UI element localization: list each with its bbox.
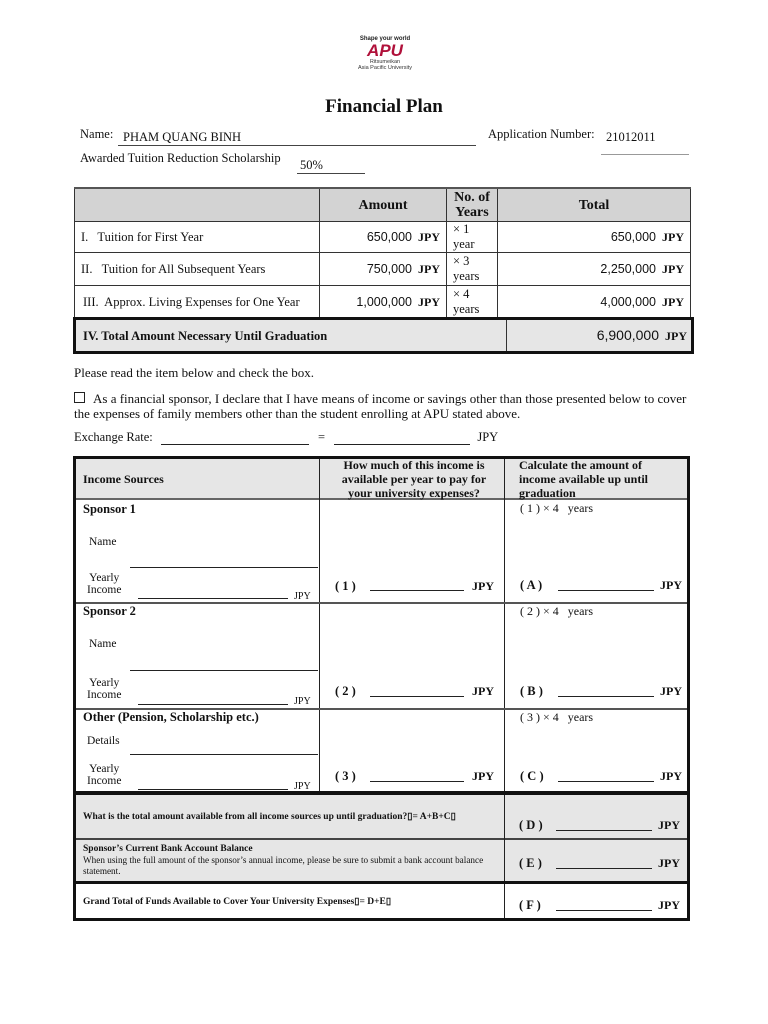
currency-label: JPY xyxy=(662,261,684,276)
result-c-field[interactable] xyxy=(558,781,654,782)
col-header-amount: Amount xyxy=(320,188,447,222)
calc-1: ( 1 ) × 4 years xyxy=(520,501,594,515)
sponsor-1-name-label: Name xyxy=(89,536,117,548)
divider xyxy=(504,795,505,881)
grand-total-label: IV. Total Amount Necessary Until Graduation xyxy=(83,329,328,343)
result-e: ( E ) xyxy=(519,856,542,870)
sponsor-1-title: Sponsor 1 xyxy=(83,502,136,516)
cost-row-amount: 650,000 xyxy=(366,229,412,244)
result-b: ( B ) xyxy=(520,684,543,698)
currency-label: JPY xyxy=(472,684,494,698)
grand-total-row xyxy=(73,317,694,354)
equals-sign: = xyxy=(318,430,326,444)
currency-label: JPY xyxy=(658,898,680,912)
currency-label: JPY xyxy=(418,229,440,244)
cost-row-amount: 750,000 xyxy=(366,261,412,276)
header-income-sources: Income Sources xyxy=(83,472,164,486)
currency-label: JPY xyxy=(472,579,494,593)
other-income-field[interactable] xyxy=(138,789,288,790)
result-a: ( A ) xyxy=(520,578,543,592)
declaration-block xyxy=(74,391,699,421)
name-label: Name: xyxy=(80,127,114,141)
grand-f-label: Grand Total of Funds Available to Cover Your University Expenses▯= D+E▯ xyxy=(83,897,392,907)
scholarship-label: Awarded Tuition Reduction Scholarship xyxy=(80,151,281,165)
page-title: Financial Plan xyxy=(325,96,443,117)
apu-logo xyxy=(330,36,440,71)
cost-row-amount: 1,000,000 xyxy=(356,294,412,309)
cost-row xyxy=(75,253,691,286)
cost-row-total: 650,000 xyxy=(610,229,656,244)
currency-label: JPY xyxy=(294,781,311,792)
sponsor-2-name-label: Name xyxy=(89,638,117,650)
declaration-checkbox[interactable] xyxy=(74,392,85,403)
bank-e-title: Sponsor’s Current Bank Account Balance xyxy=(83,844,253,854)
application-number-underline xyxy=(601,154,689,155)
cost-row xyxy=(75,286,691,319)
other-details-label: Details xyxy=(87,735,120,747)
exchange-rate-field-2[interactable] xyxy=(334,431,470,445)
col-header-years: No. of Years xyxy=(447,188,498,222)
currency-label: JPY xyxy=(660,578,682,592)
currency-label: JPY xyxy=(294,591,311,602)
cost-row-years: × 1 year xyxy=(447,222,498,253)
header-until-graduation: Calculate the amount of income available up until graduation xyxy=(519,458,649,500)
result-f: ( F ) xyxy=(519,898,541,912)
code-1: ( 1 ) xyxy=(335,579,356,593)
income-frame xyxy=(73,456,690,794)
divider xyxy=(319,459,320,791)
divider xyxy=(504,459,505,791)
other-income-label: Yearly Income xyxy=(87,763,122,787)
other-title: Other (Pension, Scholarship etc.) xyxy=(83,710,259,724)
total-d-label: What is the total amount available from all income sources up until graduation?▯= A+B+C▯ xyxy=(83,812,456,822)
sponsor-2-income-label: Yearly Income xyxy=(87,677,122,701)
result-d-field[interactable] xyxy=(556,830,652,831)
result-c: ( C ) xyxy=(520,769,544,783)
code-3: ( 3 ) xyxy=(335,769,356,783)
currency-label: JPY xyxy=(662,229,684,244)
divider xyxy=(506,320,507,351)
exchange-rate-field-1[interactable] xyxy=(161,431,309,445)
sponsor-1-name-field[interactable] xyxy=(130,567,318,568)
income-table xyxy=(73,456,690,921)
cost-row-label: III. Approx. Living Expenses for One Year xyxy=(75,286,320,319)
cost-row-label: I. Tuition for First Year xyxy=(75,222,320,253)
per-year-field-3[interactable] xyxy=(370,781,464,782)
exchange-rate-row xyxy=(74,430,498,445)
currency-label: JPY xyxy=(660,684,682,698)
divider xyxy=(76,838,687,840)
calc-2: ( 2 ) × 4 years xyxy=(520,604,594,618)
divider xyxy=(76,602,687,604)
divider xyxy=(504,884,505,918)
sponsor-2-title: Sponsor 2 xyxy=(83,604,136,618)
cost-row-total: 2,250,000 xyxy=(600,261,656,276)
calc-3: ( 3 ) × 4 years xyxy=(520,710,594,724)
per-year-field-1[interactable] xyxy=(370,590,464,591)
logo-sub2: Asia Pacific University xyxy=(357,65,413,71)
instructions-text: Please read the item below and check the box. xyxy=(74,365,315,380)
col-header-item xyxy=(75,188,320,222)
code-2: ( 2 ) xyxy=(335,684,356,698)
cost-table xyxy=(74,187,691,319)
logo-tagline: Shape your world xyxy=(359,36,411,42)
currency-label: JPY xyxy=(472,769,494,783)
result-b-field[interactable] xyxy=(558,696,654,697)
grand-total-value: 6,900,000 xyxy=(596,327,659,343)
scholarship-field[interactable]: 50% xyxy=(297,158,365,174)
result-f-field[interactable] xyxy=(556,910,652,911)
currency-label: JPY xyxy=(662,294,684,309)
per-year-field-2[interactable] xyxy=(370,696,464,697)
sponsor-2-income-field[interactable] xyxy=(138,704,288,705)
result-e-field[interactable] xyxy=(556,868,652,869)
currency-label: JPY xyxy=(418,294,440,309)
cost-row-years: × 3 years xyxy=(447,253,498,286)
sponsor-2-name-field[interactable] xyxy=(130,670,318,671)
result-d: ( D ) xyxy=(519,818,543,832)
cost-row-years: × 4 years xyxy=(447,286,498,319)
currency-label: JPY xyxy=(418,261,440,276)
declaration-text: As a financial sponsor, I declare that I have means of income or savings other than those presented below to cover the expenses of family members other than the student enrolling at APU stated above. xyxy=(74,391,687,421)
cost-row-total: 4,000,000 xyxy=(600,294,656,309)
result-a-field[interactable] xyxy=(558,590,654,591)
cost-row xyxy=(75,222,691,253)
bank-e-note: When using the full amount of the sponsor’s annual income, please be sure to submit a bank account balance statement. xyxy=(83,855,484,876)
header-per-year: How much of this income is available per year to pay for your university expenses? xyxy=(341,458,487,500)
sponsor-1-income-label: Yearly Income xyxy=(87,572,122,596)
col-header-total: Total xyxy=(498,188,691,222)
logo-sub1: Ritsumeikan xyxy=(369,59,401,65)
name-field[interactable]: PHAM QUANG BINH xyxy=(118,130,476,146)
currency-label: JPY xyxy=(658,818,680,832)
cost-row-label: II. Tuition for All Subsequent Years xyxy=(75,253,320,286)
sponsor-1-income-field[interactable] xyxy=(138,598,288,599)
logo-brand: APU xyxy=(367,41,403,60)
exchange-rate-currency: JPY xyxy=(477,430,499,444)
application-number-value[interactable]: 21012011 xyxy=(606,130,656,144)
currency-label: JPY xyxy=(665,329,687,343)
application-number-label: Application Number: xyxy=(488,127,595,141)
currency-label: JPY xyxy=(658,856,680,870)
currency-label: JPY xyxy=(294,696,311,707)
other-details-field[interactable] xyxy=(130,754,318,755)
currency-label: JPY xyxy=(660,769,682,783)
exchange-rate-label: Exchange Rate: xyxy=(74,430,153,444)
